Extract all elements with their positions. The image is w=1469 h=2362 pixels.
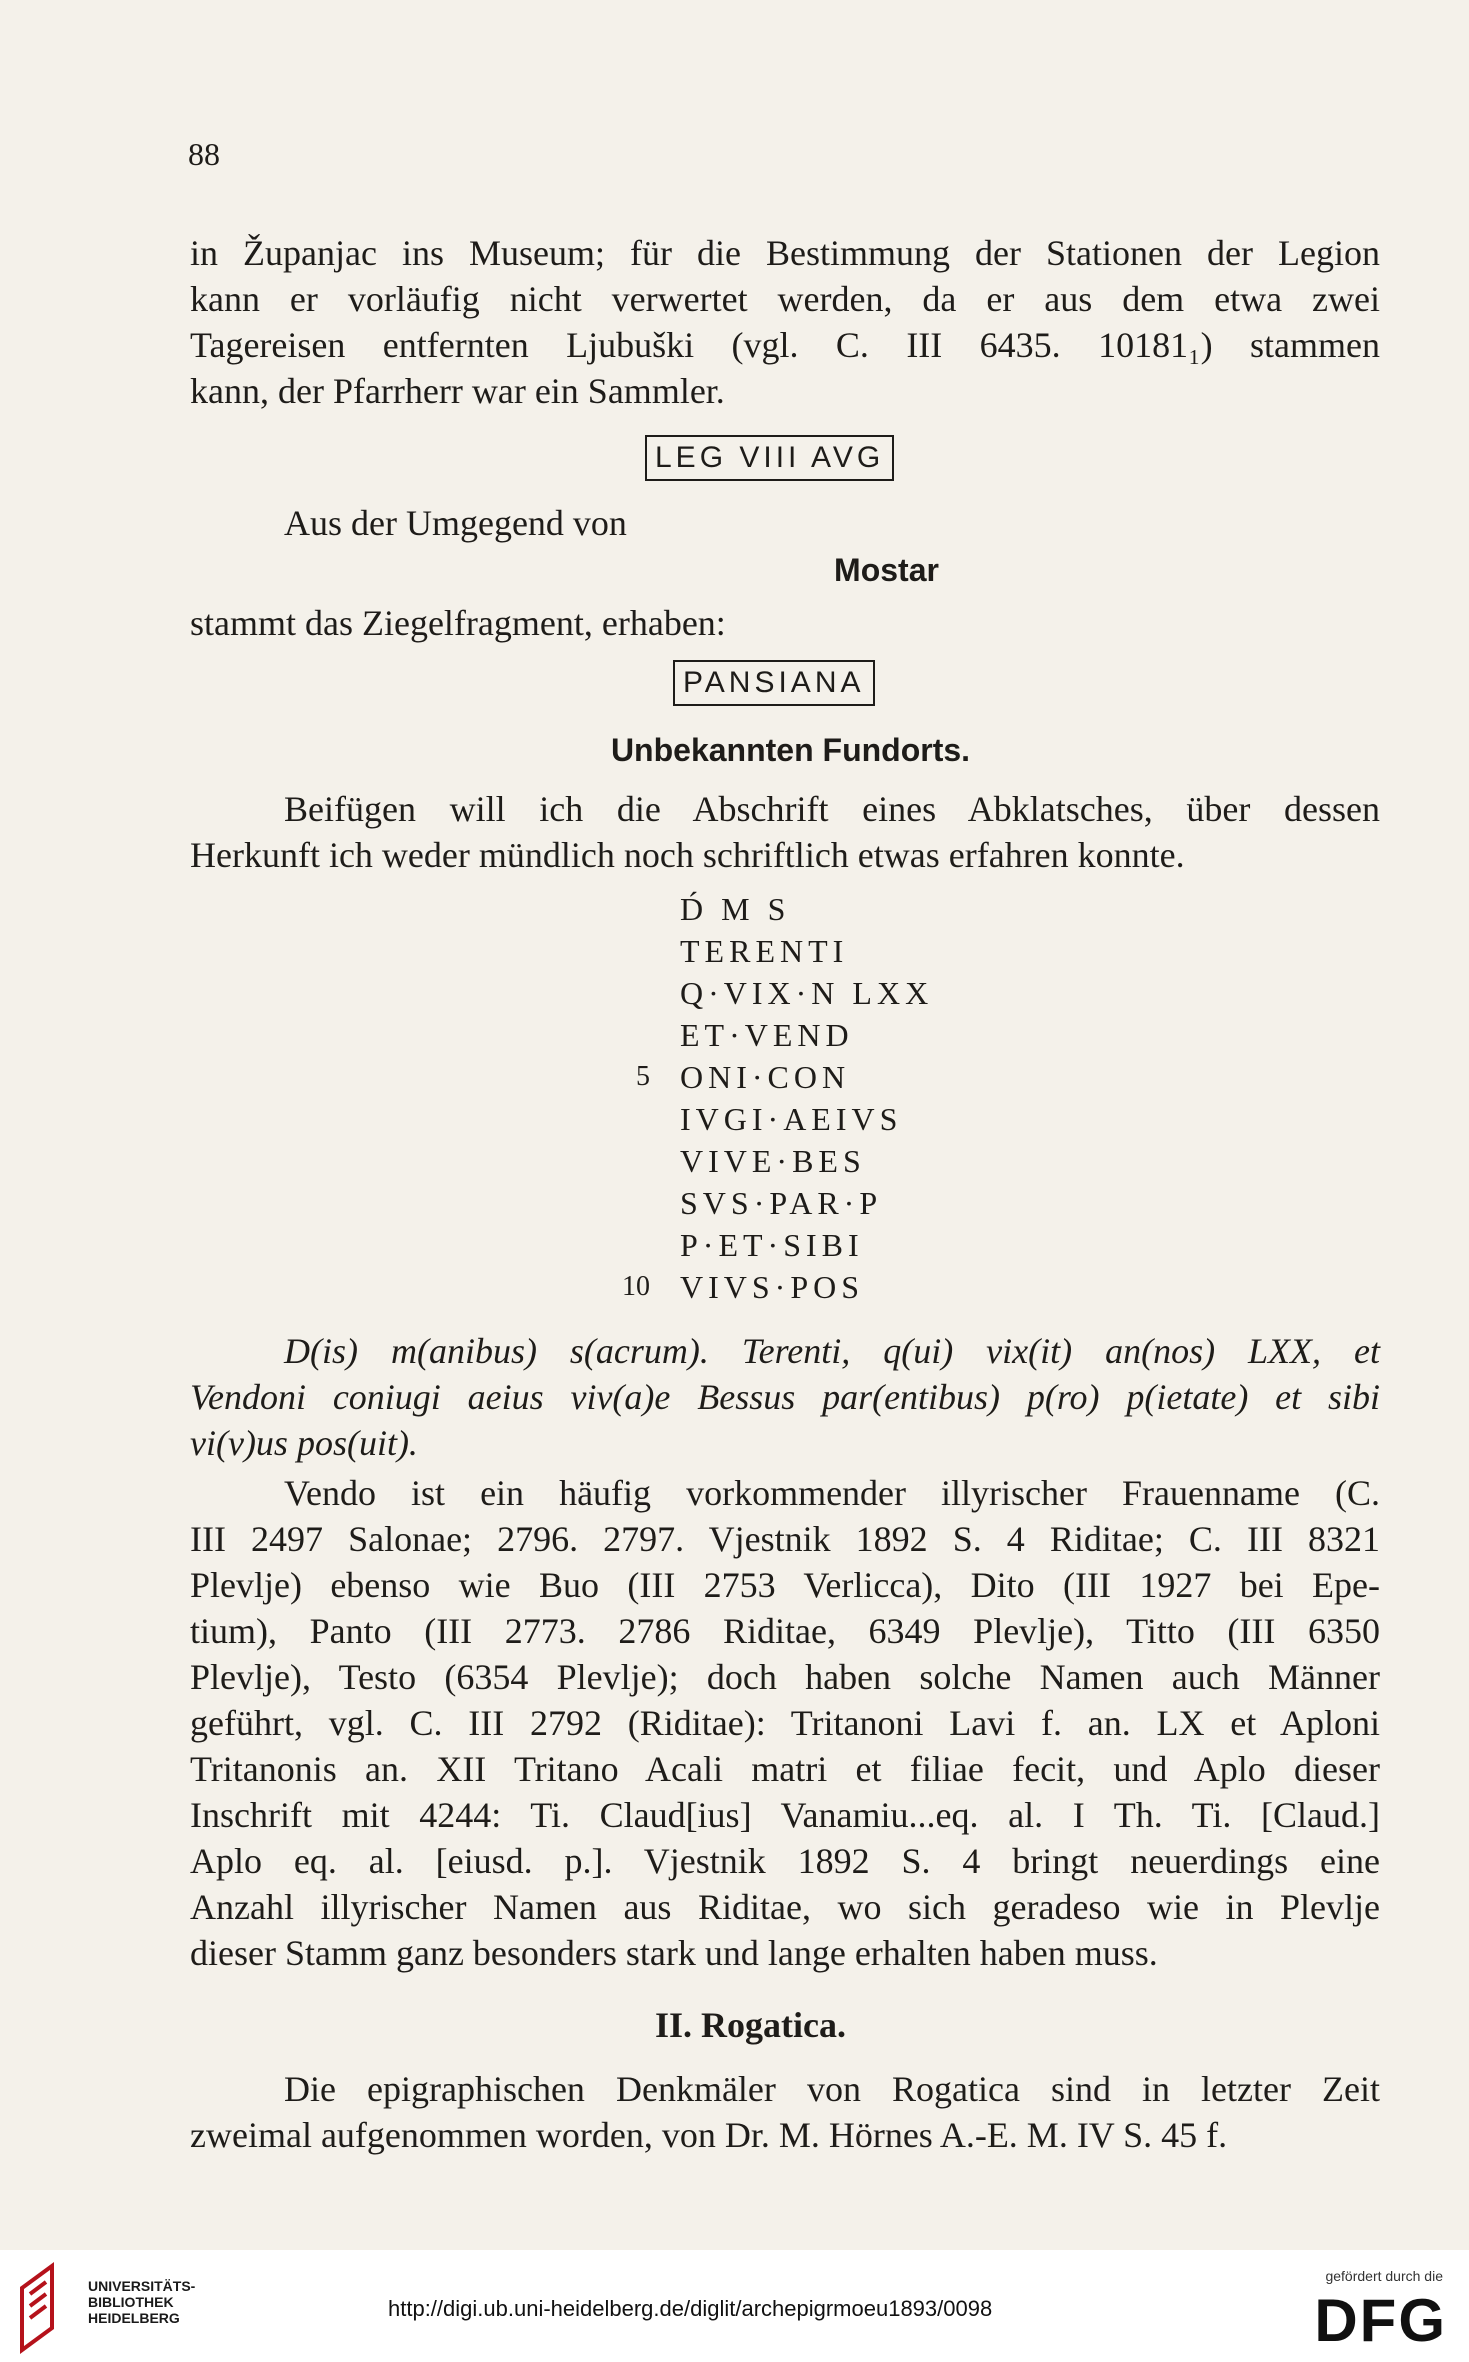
text-line: geführt, vgl. C. III 2792 (Riditae): Tritanoni Lavi f. an. LX et Aploni	[190, 1703, 1380, 1743]
text-line: Herkunft ich weder mündlich noch schriftlich etwas erfahren konnte.	[190, 835, 1185, 875]
text-line: Die epigraphischen Denkmäler von Rogatica sind in letzter Zeit	[284, 2069, 1380, 2109]
permalink-url[interactable]: http://digi.ub.uni-heidelberg.de/diglit/archepigrmoeu1893/0098	[388, 2296, 993, 2321]
inscription-text: SVS·PAR·P	[680, 1185, 883, 1221]
inscription-text: D́ M S	[680, 891, 791, 927]
inscription-text: IVGI·AEIVS	[680, 1101, 903, 1137]
text-line: Plevlje) ebenso wie Buo (III 2753 Verlicca), Dito (III 1927 bei Epe-	[190, 1565, 1380, 1605]
text-line: Inschrift mit 4244: Ti. Claud[ius] Vanamiu...eq. al. I Th. Ti. [Claud.]	[190, 1795, 1380, 1835]
line-number: 10	[622, 1271, 650, 1302]
inscription-text: P·ET·SIBI	[680, 1227, 864, 1263]
text-line: stammt das Ziegelfragment, erhaben:	[190, 603, 726, 643]
inscription-text: Q·VIX·N LXX	[680, 975, 934, 1011]
text-line: Anzahl illyrischer Namen aus Riditae, wo sich geradeso wie in Plevlje	[190, 1887, 1380, 1927]
text-line: Beifügen will ich die Abschrift eines Abklatsches, über dessen	[284, 789, 1380, 829]
page-number: 88	[188, 136, 220, 172]
text-line: dieser Stamm ganz besonders stark und lange erhalten haben muss.	[190, 1933, 1158, 1973]
library-logo-icon	[12, 2258, 76, 2354]
text-line: Tritanonis an. XII Tritano Acali matri et filiae fecit, und Aplo dieser	[190, 1749, 1380, 1789]
text-line: kann, der Pfarrherr war ein Sammler.	[190, 371, 725, 411]
dfg-logo: DFG	[1314, 2287, 1447, 2354]
footer-bar	[0, 2250, 1469, 2362]
text-line: Aus der Umgegend von	[284, 503, 627, 543]
brick-stamp-leg-viii-avg: LEG VIII AVG	[645, 435, 894, 481]
library-name-line: BIBLIOTHEK	[88, 2294, 174, 2310]
paragraph-vendo	[190, 1470, 1380, 1976]
heading-rogatica: II. Rogatica.	[655, 2005, 846, 2045]
inscription-text: ET·VEND	[680, 1017, 854, 1053]
library-name	[88, 2278, 195, 2326]
text-line: tium), Panto (III 2773. 2786 Riditae, 6349 Plevlje), Titto (III 6350	[190, 1611, 1380, 1651]
line-number: 5	[636, 1061, 650, 1092]
text-line: zweimal aufgenommen worden, von Dr. M. Hörnes A.-E. M. IV S. 45 f.	[190, 2115, 1228, 2155]
text-line: kann er vorläufig nicht verwertet werden, da er aus dem etwa zwei	[190, 279, 1380, 319]
paragraph-transcription	[190, 1328, 1380, 1466]
brick-stamp-pansiana: PANSIANA	[673, 660, 875, 706]
paragraph-ziegelfragment	[190, 600, 726, 646]
text-line: vi(v)us pos(uit).	[190, 1423, 418, 1463]
paragraph-umgegend	[284, 500, 627, 546]
text-line: Plevlje), Testo (6354 Plevlje); doch haben solche Namen auch Männer	[190, 1657, 1380, 1697]
funded-by-label: gefördert durch die	[1325, 2268, 1443, 2284]
inscription-text: VIVS·POS	[680, 1269, 865, 1305]
heading-mostar: Mostar	[834, 552, 939, 588]
paragraph-zupanjac	[190, 230, 1380, 414]
text-line: Tagereisen entfernten Ljubuški (vgl. C. III 6435. 10181₁) stammen	[190, 325, 1380, 365]
text-line: Aplo eq. al. [eiusd. p.]. Vjestnik 1892 S. 4 bringt neuerdings eine	[190, 1841, 1380, 1881]
inscription-text: TERENTI	[680, 933, 849, 969]
text-line: Vendo ist ein häufig vorkommender illyrischer Frauenname (C.	[284, 1473, 1380, 1513]
text-line: in Županjac ins Museum; für die Bestimmung der Stationen der Legion	[190, 233, 1380, 273]
inscription-text: ONI·CON	[680, 1059, 851, 1095]
paragraph-abklatsch	[190, 786, 1380, 878]
text-line: III 2497 Salonae; 2796. 2797. Vjestnik 1892 S. 4 Riditae; C. III 8321	[190, 1519, 1380, 1559]
library-name-line: HEIDELBERG	[88, 2310, 180, 2326]
library-name-line: UNIVERSITÄTS-	[88, 2278, 196, 2294]
paragraph-rogatica	[190, 2066, 1380, 2158]
inscription-text: VIVE·BES	[680, 1143, 866, 1179]
text-line: D(is) m(anibus) s(acrum). Terenti, q(ui) vix(it) an(nos) LXX, et	[284, 1331, 1380, 1371]
heading-unbekannten-fundorts: Unbekannten Fundorts.	[610, 732, 971, 768]
text-line: Vendoni coniugi aeius viv(a)e Bessus par(entibus) p(ro) p(ietate) et sibi	[190, 1377, 1380, 1417]
